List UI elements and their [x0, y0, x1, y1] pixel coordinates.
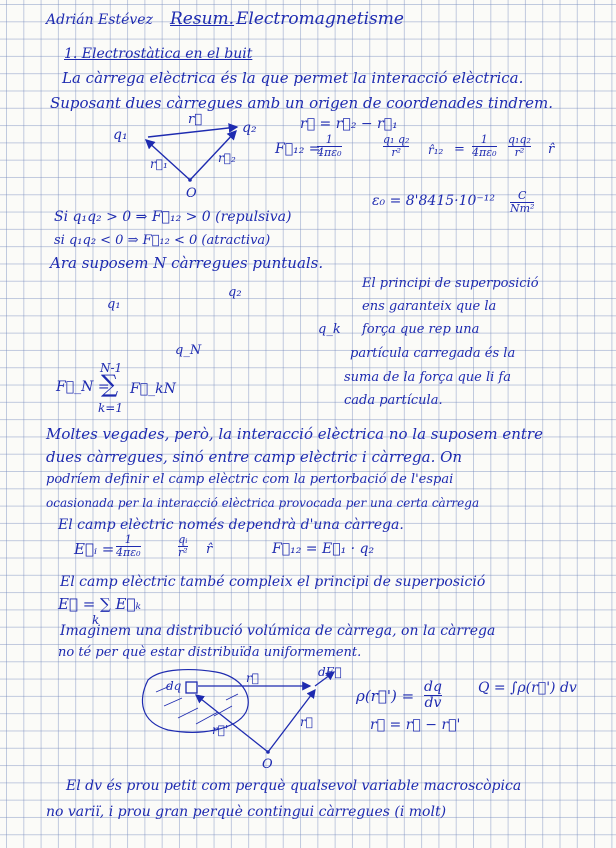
r-label: r⃗ [300, 715, 313, 729]
field-text-line: ocasionada per la interacció elèctrica provocada per una certa càrrega [46, 496, 480, 510]
unit-vector-r12: r̂₁₂ [428, 143, 444, 157]
footer-text-line: El dv és prou petit com perquè qualsevol variable macroscòpica [66, 778, 522, 794]
vector-r2-label: r⃗₂ [218, 151, 236, 165]
field-text-line: Moltes vegades, però, la interacció elèctrica no la suposem entre [46, 425, 543, 443]
superposition-text-line: cada partícula. [344, 393, 443, 408]
author-name: Adrián Estévez [46, 12, 153, 28]
field-unit-vector: r̂ [206, 542, 213, 557]
superposition-text-line: El principi de superposició [362, 276, 539, 291]
attractive-condition: si q₁q₂ < 0 ⇒ F⃗₁₂ < 0 (atractiva) [54, 233, 271, 248]
charge-q2-label: q₂ [242, 120, 257, 136]
superposition-text-line: ens garanteix que la [362, 299, 497, 314]
coulomb-charges-fraction: q₁ q₂ r² [383, 133, 410, 159]
field-text-line: El camp elèctric només dependrà d'una càrrega. [58, 517, 404, 533]
topic-label: Resum. [170, 9, 235, 29]
page-title: Electromagnetisme [236, 9, 404, 29]
epsilon-zero-unit: C Nm² [510, 189, 535, 215]
superposition-text-line: força que rep una [362, 322, 480, 337]
r-prime-label: r⃗' [212, 723, 229, 737]
superposition-text-line: suma de la força que li fa [344, 370, 511, 385]
superposition-text-line: partícula carregada és la [350, 346, 516, 361]
dq-label: dq [166, 679, 182, 693]
sum-lower-limit: k=1 [98, 401, 123, 415]
charge-qN: q_N [175, 343, 202, 358]
coulomb-constant-2: 1 4πε₀ [472, 133, 497, 159]
coulomb-lhs: F⃗₁₂ = [275, 141, 321, 157]
origin-label: O [186, 186, 197, 201]
charge-q1: q₁ [107, 297, 121, 312]
field-superposition-text: El camp elèctric també compleix el principi de superposició [60, 574, 486, 590]
charge-qk: q_k [318, 322, 341, 337]
vector-r1-label: r⃗₁ [150, 157, 168, 171]
charge-q1-label: q₁ [113, 127, 128, 143]
coulomb-charges-fraction-2: q₁q₂ r² [508, 133, 531, 159]
coulomb-constant: 1 4πε₀ [317, 133, 342, 159]
field-total-sum: E⃗ = ∑ E⃗ₖ [58, 595, 141, 613]
field-constant: 1 4πε₀ [116, 533, 141, 559]
unit-vector-r: r̂ [548, 142, 555, 157]
distribution-text-line: no té per què estar distribuïda uniformement. [58, 645, 362, 660]
field-charge-fraction: qᵢ r² [178, 533, 188, 559]
text-line: Suposant dues càrregues amb un origen de coordenades tindrem. [50, 94, 554, 112]
total-charge-integral: Q = ∫ρ(r⃗') dv [478, 680, 577, 696]
sum-upper-limit: N-1 [100, 361, 123, 375]
footer-text-line: no variï, i prou gran perquè contingui càrregues (i molt) [46, 804, 447, 820]
charge-q2: q₂ [228, 285, 242, 300]
text-line: Ara suposem N càrregues puntuals. [50, 254, 324, 272]
charge-density-lhs: ρ(r⃗') = [356, 687, 415, 705]
curly-r-definition: r⃗ = r⃗ − r⃗' [370, 717, 461, 733]
repulsive-condition: Si q₁q₂ > 0 ⇒ F⃗₁₂ > 0 (repulsiva) [54, 209, 292, 225]
charge-density-fraction: dq dv [424, 679, 442, 711]
dE-label: dE⃗ [318, 665, 342, 679]
section-heading: 1. Electrostàtica en el buit [64, 46, 253, 62]
field-text-line: dues càrregues, sinó entre camp elèctric i càrrega. On [46, 448, 463, 466]
distribution-text-line: Imaginem una distribució volúmica de càrrega, on la càrrega [60, 623, 496, 639]
curly-r-label: r⃗ [246, 671, 259, 685]
field-text-line: podríem definir el camp elèctric com la pertorbació de l'espai [46, 472, 454, 487]
origin-label-2: O [262, 757, 273, 772]
net-force-lhs: F⃗_N = [56, 379, 110, 395]
field-equation-lhs: E⃗ᵢ = [74, 540, 115, 558]
vector-r-label: r⃗ [188, 112, 203, 127]
text-line: La càrrega elèctrica és la que permet la interacció elèctrica. [62, 69, 524, 87]
relative-position-equation: r⃗ = r⃗₂ − r⃗₁ [300, 116, 398, 132]
field-sum-index: k [92, 613, 100, 627]
epsilon-zero-value: ε₀ = 8'8415·10⁻¹² [372, 193, 496, 209]
sum-term: F⃗_kN [130, 381, 176, 397]
summation-symbol: ∑ [101, 370, 119, 398]
equals-sign: = [454, 142, 465, 157]
force-field-relation: F⃗₁₂ = E⃗₁ · q₂ [272, 541, 375, 557]
